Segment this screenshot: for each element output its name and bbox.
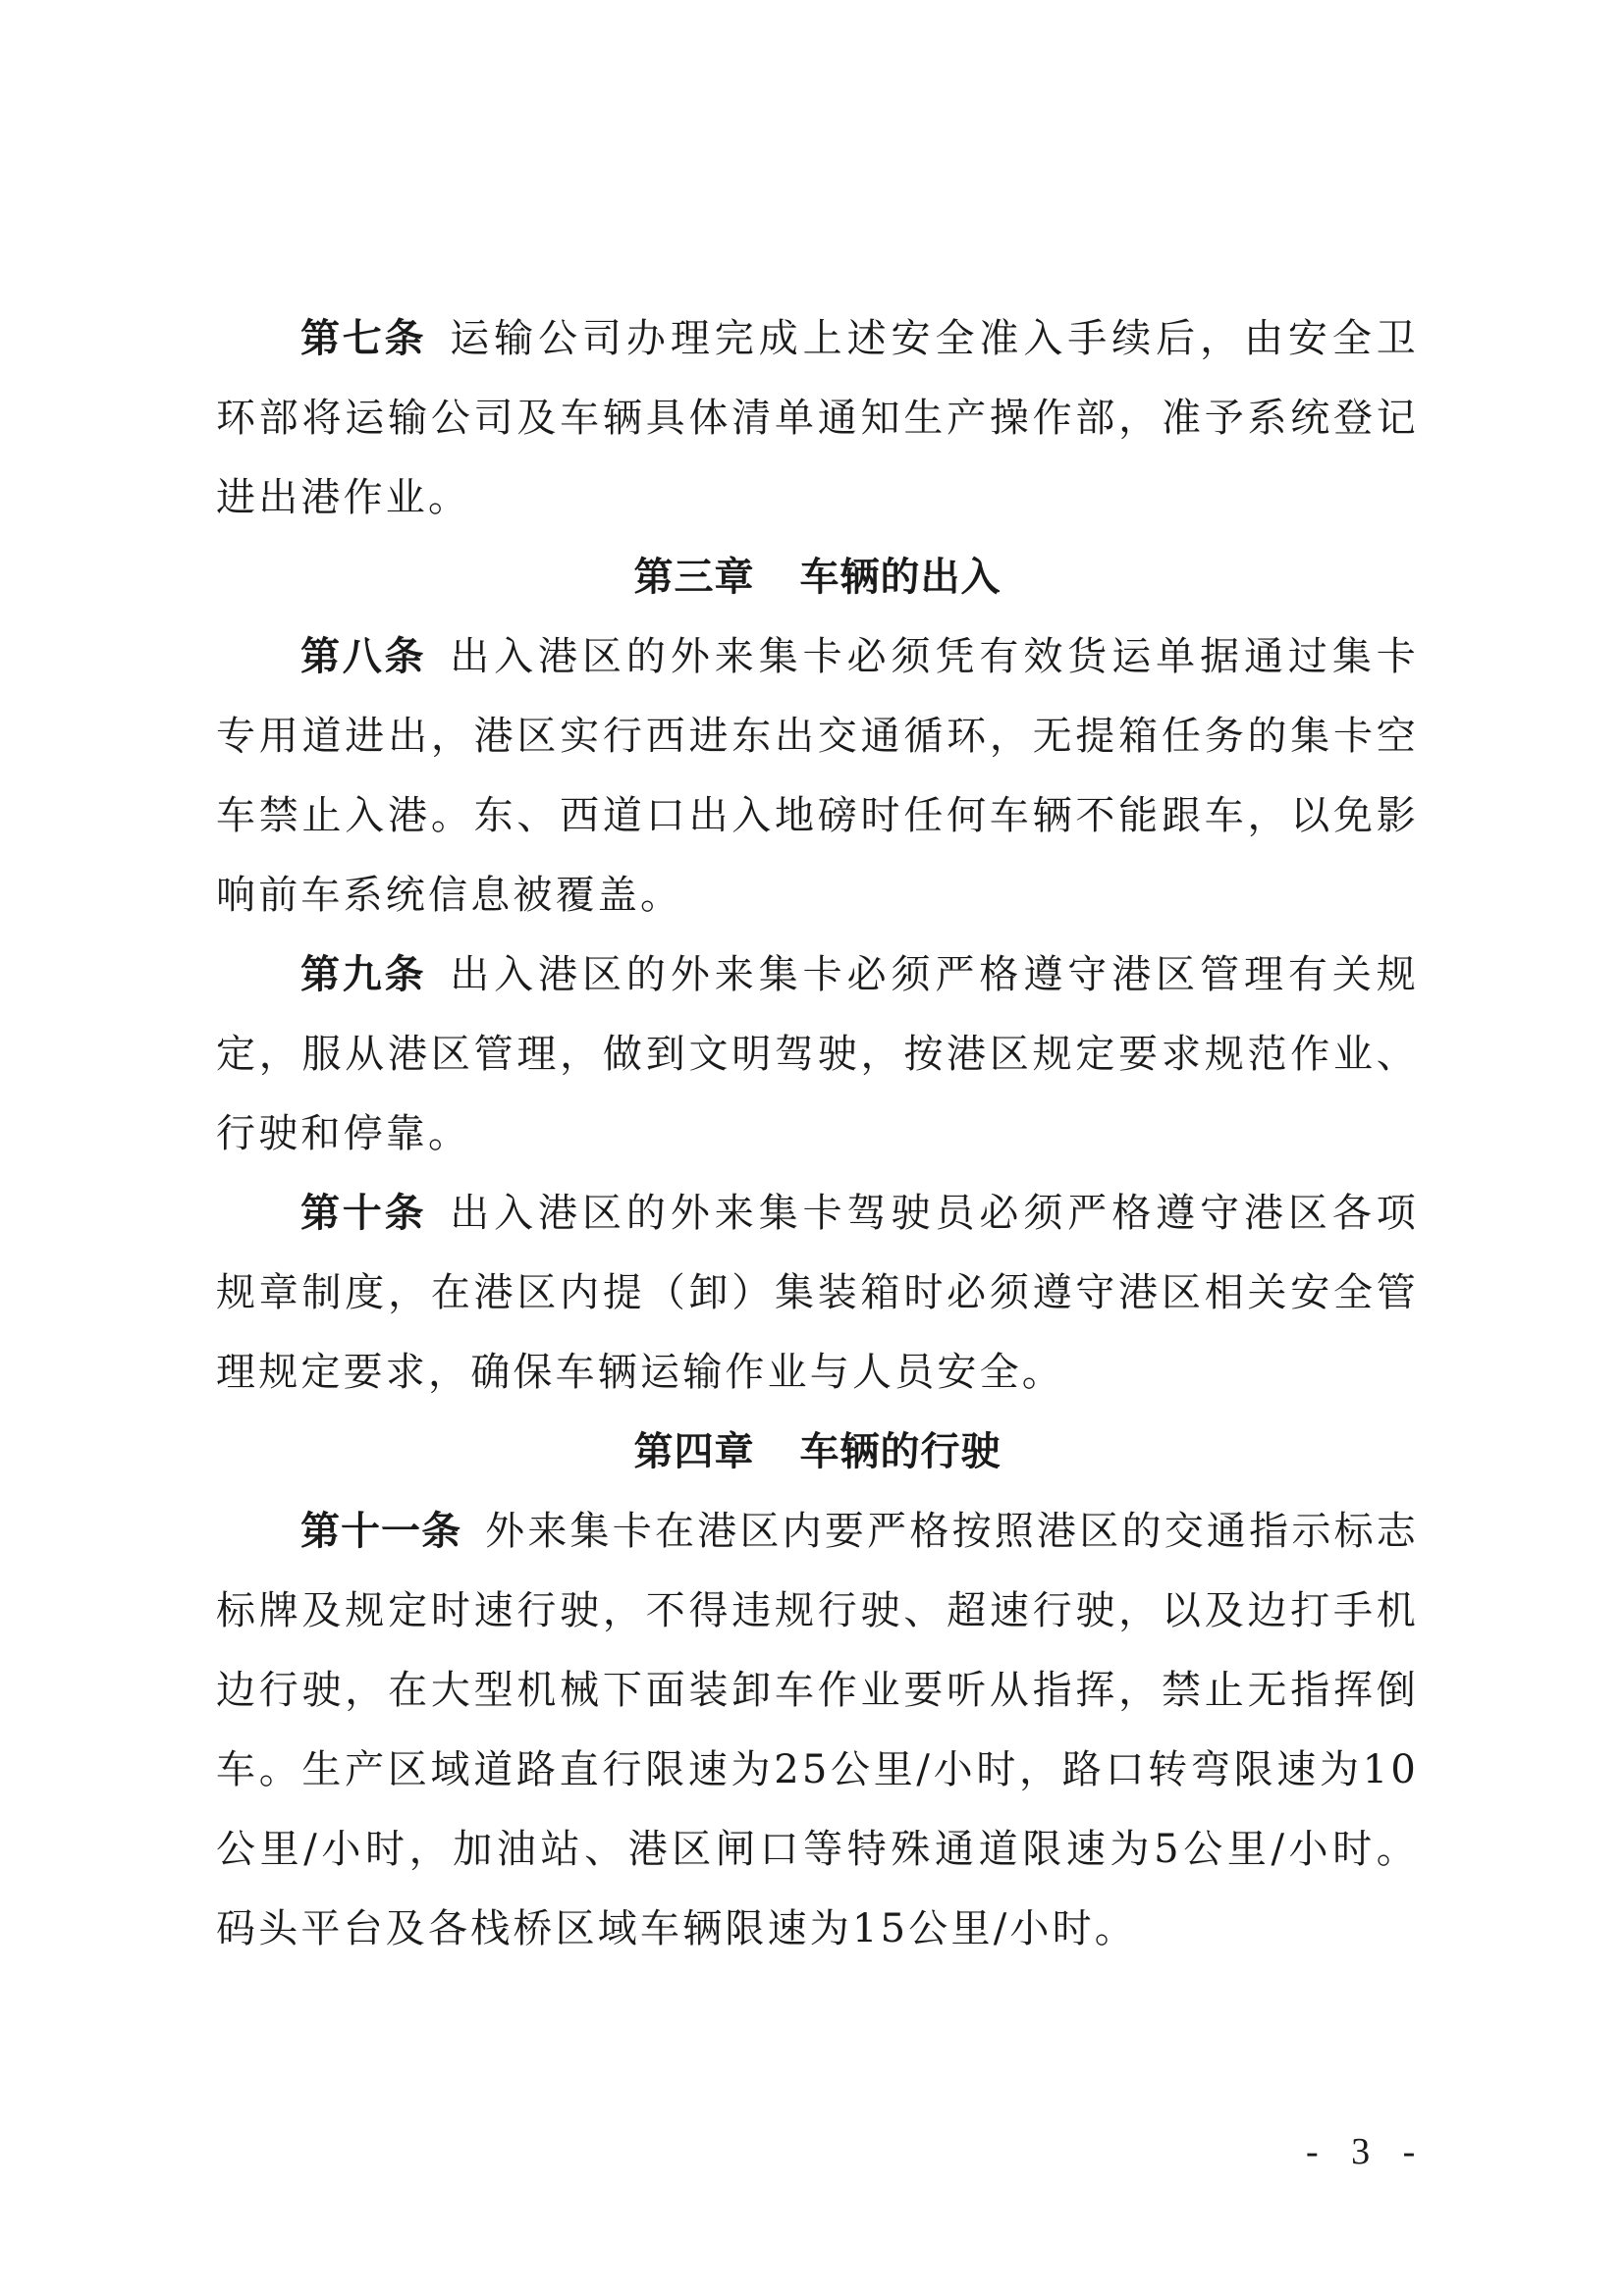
article-10-lead: 第十条: [300, 1191, 427, 1236]
chapter-3-number: 第三章: [633, 555, 755, 600]
chapter-3-title: 车辆的出入: [799, 555, 1001, 600]
article-10: [216, 1174, 1419, 1413]
article-11-lead: 第十一条: [300, 1509, 462, 1554]
article-11: [216, 1492, 1419, 1969]
article-8-text: 出入港区的外来集卡必须凭有效货运单据通过集卡专用道进出，港区实行西进东出交通循环，无提箱任务的集卡空车禁止入港。东、西道口出入地磅时任何车辆不能跟车，以免影响前车系统信息被覆盖。: [216, 634, 1419, 918]
chapter-4-heading: [216, 1413, 1419, 1492]
article-11-text: 外来集卡在港区内要严格按照港区的交通指示标志标牌及规定时速行驶，不得违规行驶、超速行驶，以及边打手机边行驶，在大型机械下面装卸车作业要听从指挥，禁止无指挥倒车。生产区域道路直行限速为25公里/小时，路口转弯限速为10公里/小时，加油站、港区闸口等特殊通道限速为5公里/小时。码头平台及各栈桥区域车辆限速为15公里/小时。: [216, 1509, 1420, 1951]
article-8-lead: 第八条: [300, 634, 427, 679]
article-9-lead: 第九条: [300, 952, 427, 997]
document-body: [216, 299, 1419, 1969]
article-9-text: 出入港区的外来集卡必须严格遵守港区管理有关规定，服从港区管理，做到文明驾驶，按港区规定要求规范作业、行驶和停靠。: [216, 952, 1419, 1156]
chapter-3-heading: [216, 538, 1419, 617]
article-7-lead: 第七条: [300, 316, 427, 361]
article-9: [216, 935, 1419, 1174]
chapter-4-number: 第四章: [633, 1429, 755, 1474]
page-number: - 3 -: [1306, 2131, 1428, 2172]
article-7-text: 运输公司办理完成上述安全准入手续后，由安全卫环部将运输公司及车辆具体清单通知生产操作部，准予系统登记进出港作业。: [216, 316, 1419, 520]
article-10-text: 出入港区的外来集卡驾驶员必须严格遵守港区各项规章制度，在港区内提（卸）集装箱时必须遵守港区相关安全管理规定要求，确保车辆运输作业与人员安全。: [216, 1191, 1419, 1395]
chapter-4-title: 车辆的行驶: [799, 1429, 1001, 1474]
article-7: [216, 299, 1419, 538]
article-8: [216, 617, 1419, 935]
